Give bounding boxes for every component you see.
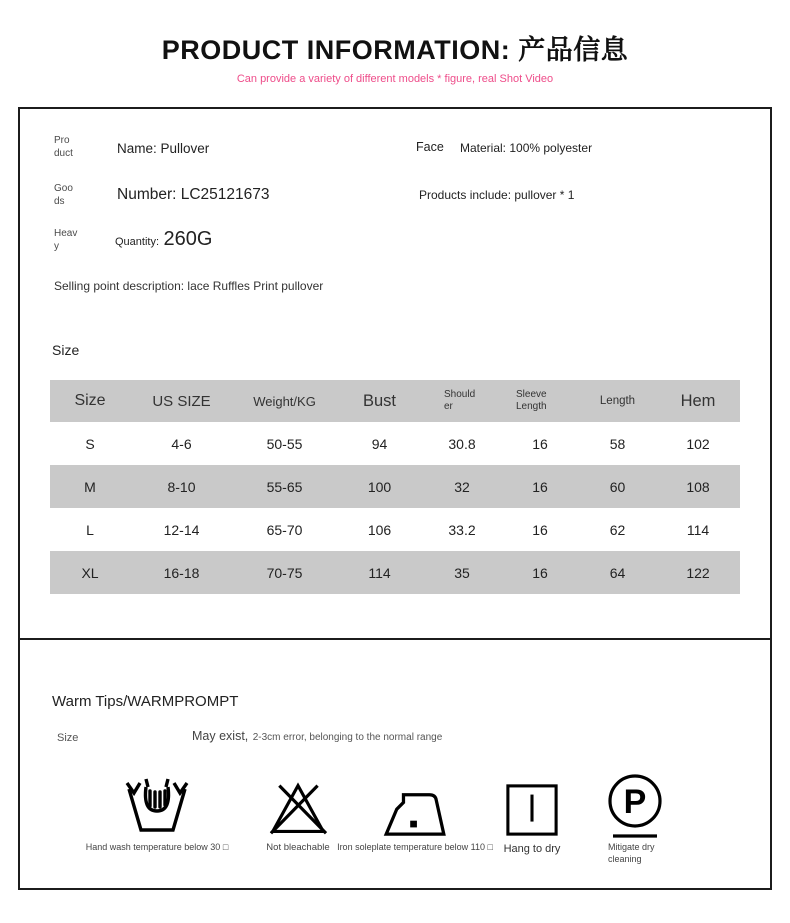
warm-tips-note xyxy=(192,727,442,745)
table-cell: 106 xyxy=(367,521,392,538)
info-panel xyxy=(18,107,772,890)
care-item-dry-clean xyxy=(580,767,690,865)
fabric-material-value: Material: 100% polyester xyxy=(460,141,593,155)
weight-label: Heav y xyxy=(54,228,78,252)
table-cell: M xyxy=(84,478,96,495)
warm-tips-size-label: Size xyxy=(57,732,79,744)
table-cell: XL xyxy=(81,564,99,581)
table-cell: 16-18 xyxy=(163,564,200,581)
dry-clean-p-glyph: P xyxy=(623,783,647,821)
warm-tips-heading: Warm Tips/WARMPROMPT xyxy=(52,693,239,710)
note-main: May exist, xyxy=(192,729,249,743)
quantity-value: 260G xyxy=(163,228,213,250)
product-name-value: Name: Pullover xyxy=(117,141,210,156)
header-cell-weight: Weight/KG xyxy=(253,393,316,409)
size-row-s xyxy=(50,422,740,465)
size-row-m xyxy=(50,465,740,508)
header-cell-hem: Hem xyxy=(680,391,716,410)
selling-point-text: Selling point description: lace Ruffles Print pullover xyxy=(54,279,324,293)
table-cell: 33.2 xyxy=(448,521,476,538)
table-cell: 108 xyxy=(686,478,710,495)
table-cell: 35 xyxy=(454,564,470,581)
table-cell: 16 xyxy=(532,478,548,495)
goods-label: Goo ds xyxy=(54,183,73,207)
table-cell: 122 xyxy=(686,564,710,581)
header-cell-shoulder: Shoulder xyxy=(444,388,476,412)
table-cell: 50-55 xyxy=(266,435,303,452)
hang-dry-icon xyxy=(477,767,587,837)
care-label: Hang to dry xyxy=(503,843,561,855)
table-cell: 16 xyxy=(532,564,548,581)
page-title: PRODUCT INFORMATION: 产品信息 xyxy=(161,35,629,65)
header-cell-size: Size xyxy=(74,392,106,409)
care-label: Not bleachable xyxy=(266,842,330,853)
size-row-xl xyxy=(50,551,740,594)
care-label: Mitigate dry cleaning xyxy=(608,842,655,864)
care-label: Hand wash temperature below 30 □ xyxy=(85,842,229,852)
table-cell: 4-6 xyxy=(171,435,192,452)
page-subtitle: Can provide a variety of different models * figure, real Shot Video xyxy=(236,73,554,85)
goods-number-value: Number: LC25121673 xyxy=(117,186,270,203)
quantity-line xyxy=(115,228,212,251)
size-heading: Size xyxy=(52,342,80,358)
hand-wash-icon xyxy=(67,767,247,837)
table-cell: 12-14 xyxy=(163,521,200,538)
header-cell-length: Length xyxy=(599,395,636,407)
size-table xyxy=(50,380,740,594)
product-label: Pro duct xyxy=(54,135,73,159)
table-cell: 60 xyxy=(609,478,626,495)
header-cell-us-size: US SIZE xyxy=(152,392,211,410)
table-cell: 94 xyxy=(371,435,388,452)
dry-clean-p-icon xyxy=(580,767,690,837)
table-cell: L xyxy=(86,521,94,538)
care-item-hand-wash xyxy=(67,767,247,854)
table-cell: 8-10 xyxy=(167,478,196,495)
table-cell: 62 xyxy=(609,521,626,538)
care-label: Iron soleplate temperature below 110 □ xyxy=(337,842,493,852)
products-include-value: Products include: pullover * 1 xyxy=(419,188,575,202)
table-cell: 64 xyxy=(609,564,626,581)
table-cell: 102 xyxy=(686,435,710,452)
table-cell: 16 xyxy=(532,435,548,452)
table-cell: 16 xyxy=(532,521,548,538)
table-cell: 58 xyxy=(609,435,626,452)
table-cell: 70-75 xyxy=(266,564,303,581)
table-cell: 32 xyxy=(454,478,470,495)
section-divider xyxy=(18,638,772,640)
note-detail: 2-3cm error, belonging to the normal range xyxy=(252,732,443,743)
care-item-hang-dry xyxy=(477,767,587,856)
header-cell-bust: Bust xyxy=(362,391,397,410)
table-cell: 114 xyxy=(686,521,710,538)
size-row-l xyxy=(50,508,740,551)
fabric-label: Face xyxy=(416,140,444,154)
table-cell: 114 xyxy=(368,564,391,581)
header-cell-sleeve-length: Sleeve Length xyxy=(516,388,547,412)
quantity-label: Quantity: xyxy=(115,236,160,248)
table-cell: S xyxy=(85,435,95,452)
table-cell: 55-65 xyxy=(266,478,303,495)
size-table-header-row xyxy=(50,380,740,422)
table-cell: 30.8 xyxy=(448,435,476,452)
table-cell: 100 xyxy=(367,478,392,495)
table-cell: 65-70 xyxy=(266,521,303,538)
